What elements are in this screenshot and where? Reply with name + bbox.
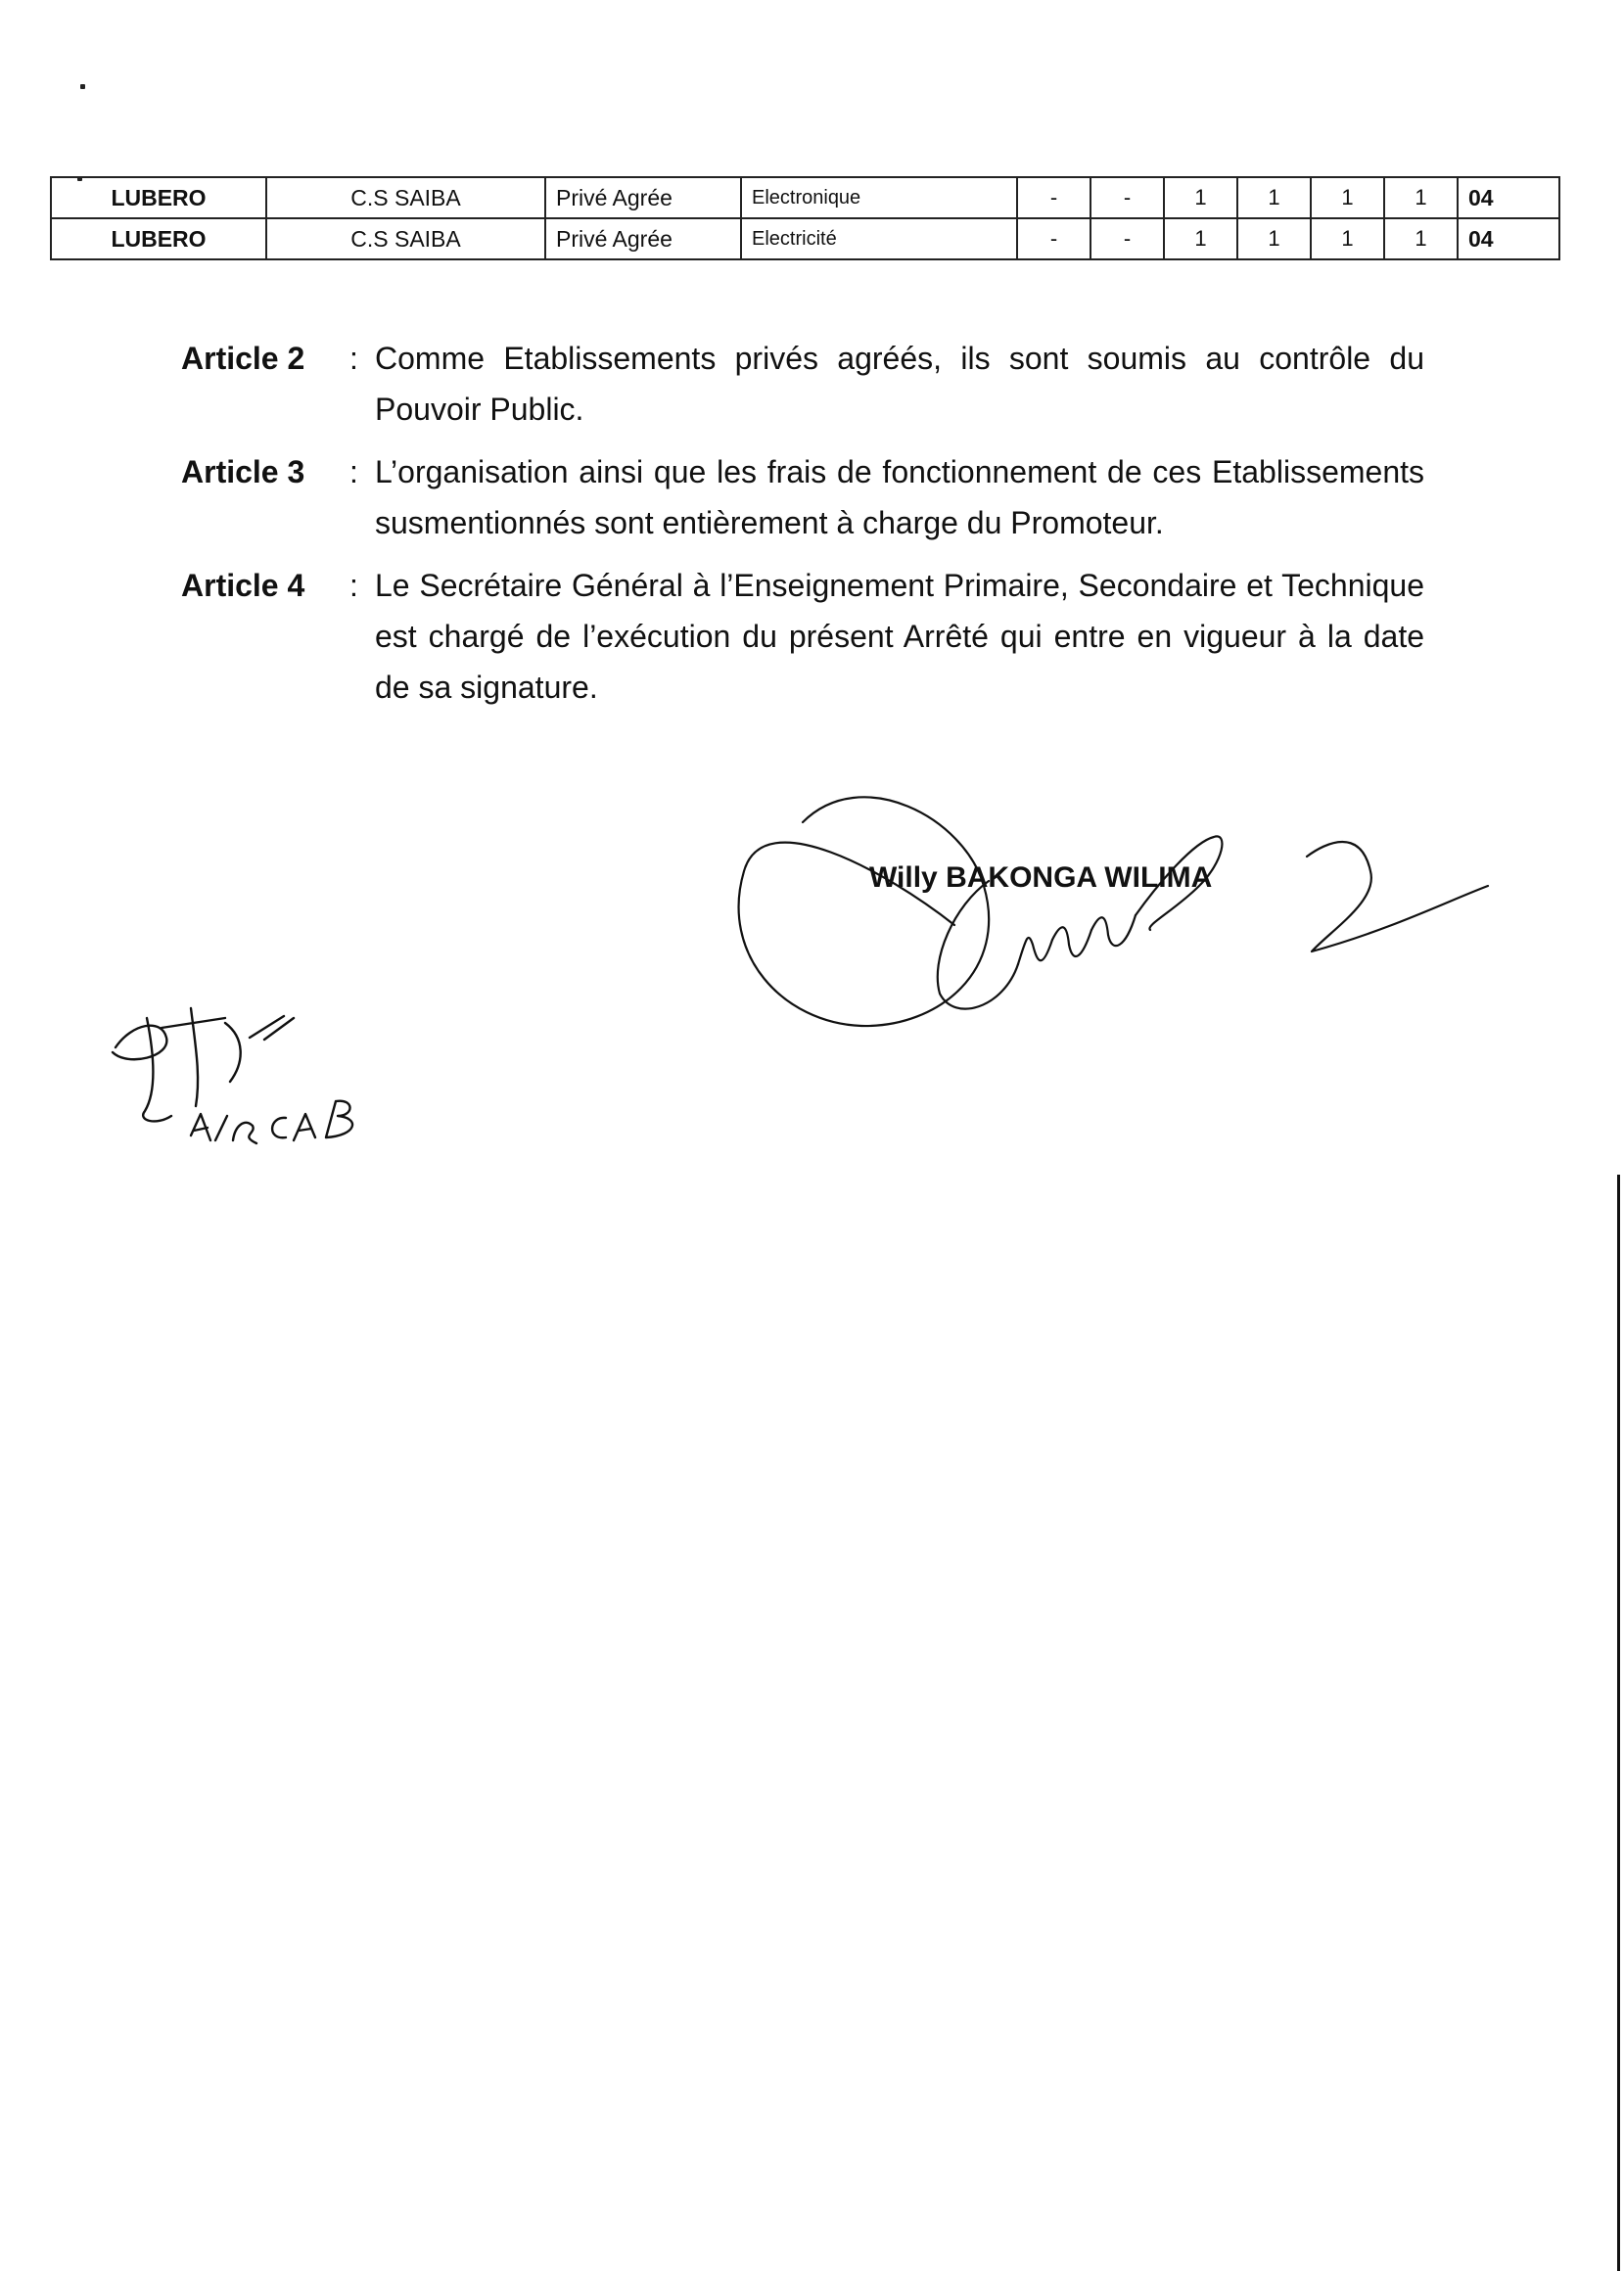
article-separator: : [349, 454, 358, 489]
article-text: Le Secrétaire Général à l’Enseignement Primaire, Secondaire et Technique est chargé de l’exécution du présent Arrêté qui entre en vigueur à la date de sa signature. [375, 568, 1424, 705]
article-separator: : [349, 341, 358, 376]
article-text: Comme Etablissements privés agréés, ils sont soumis au contrôle du Pouvoir Public. [375, 341, 1424, 427]
table-row [51, 218, 1559, 259]
count-cell: 1 [1311, 177, 1384, 218]
count-cell: 1 [1164, 177, 1237, 218]
count-cell: 1 [1384, 177, 1458, 218]
article-3 [181, 446, 1454, 548]
signatory-name: Willy BAKONGA WILIMA [869, 861, 1213, 894]
count-cell: 1 [1311, 218, 1384, 259]
count-cell: 1 [1237, 177, 1311, 218]
option-cell: Electricité [741, 218, 1017, 259]
scan-edge-line [1617, 1175, 1620, 2271]
count-cell: - [1017, 218, 1090, 259]
article-text: L’organisation ainsi que les frais de fonctionnement de ces Etablissements susmentionnés sont entièrement à charge du Promoteur. [375, 454, 1424, 540]
table-row [51, 177, 1559, 218]
count-cell: 1 [1384, 218, 1458, 259]
schools-table [50, 176, 1560, 260]
total-cell: 04 [1458, 218, 1559, 259]
count-cell: - [1017, 177, 1090, 218]
article-number: Article 2 [181, 341, 305, 376]
article-number: Article 4 [181, 568, 305, 603]
article-2 [181, 333, 1454, 435]
status-cell: Privé Agrée [545, 218, 741, 259]
count-cell: - [1090, 177, 1164, 218]
count-cell: 1 [1237, 218, 1311, 259]
count-cell: 1 [1164, 218, 1237, 259]
option-cell: Electronique [741, 177, 1017, 218]
article-separator: : [349, 568, 358, 603]
district-cell: LUBERO [51, 177, 266, 218]
status-cell: Privé Agrée [545, 177, 741, 218]
total-cell: 04 [1458, 177, 1559, 218]
count-cell: - [1090, 218, 1164, 259]
school-cell: C.S SAIBA [266, 177, 545, 218]
article-number: Article 3 [181, 454, 305, 489]
school-cell: C.S SAIBA [266, 218, 545, 259]
article-4 [181, 560, 1454, 713]
scan-speck [80, 84, 85, 89]
district-cell: LUBERO [51, 218, 266, 259]
